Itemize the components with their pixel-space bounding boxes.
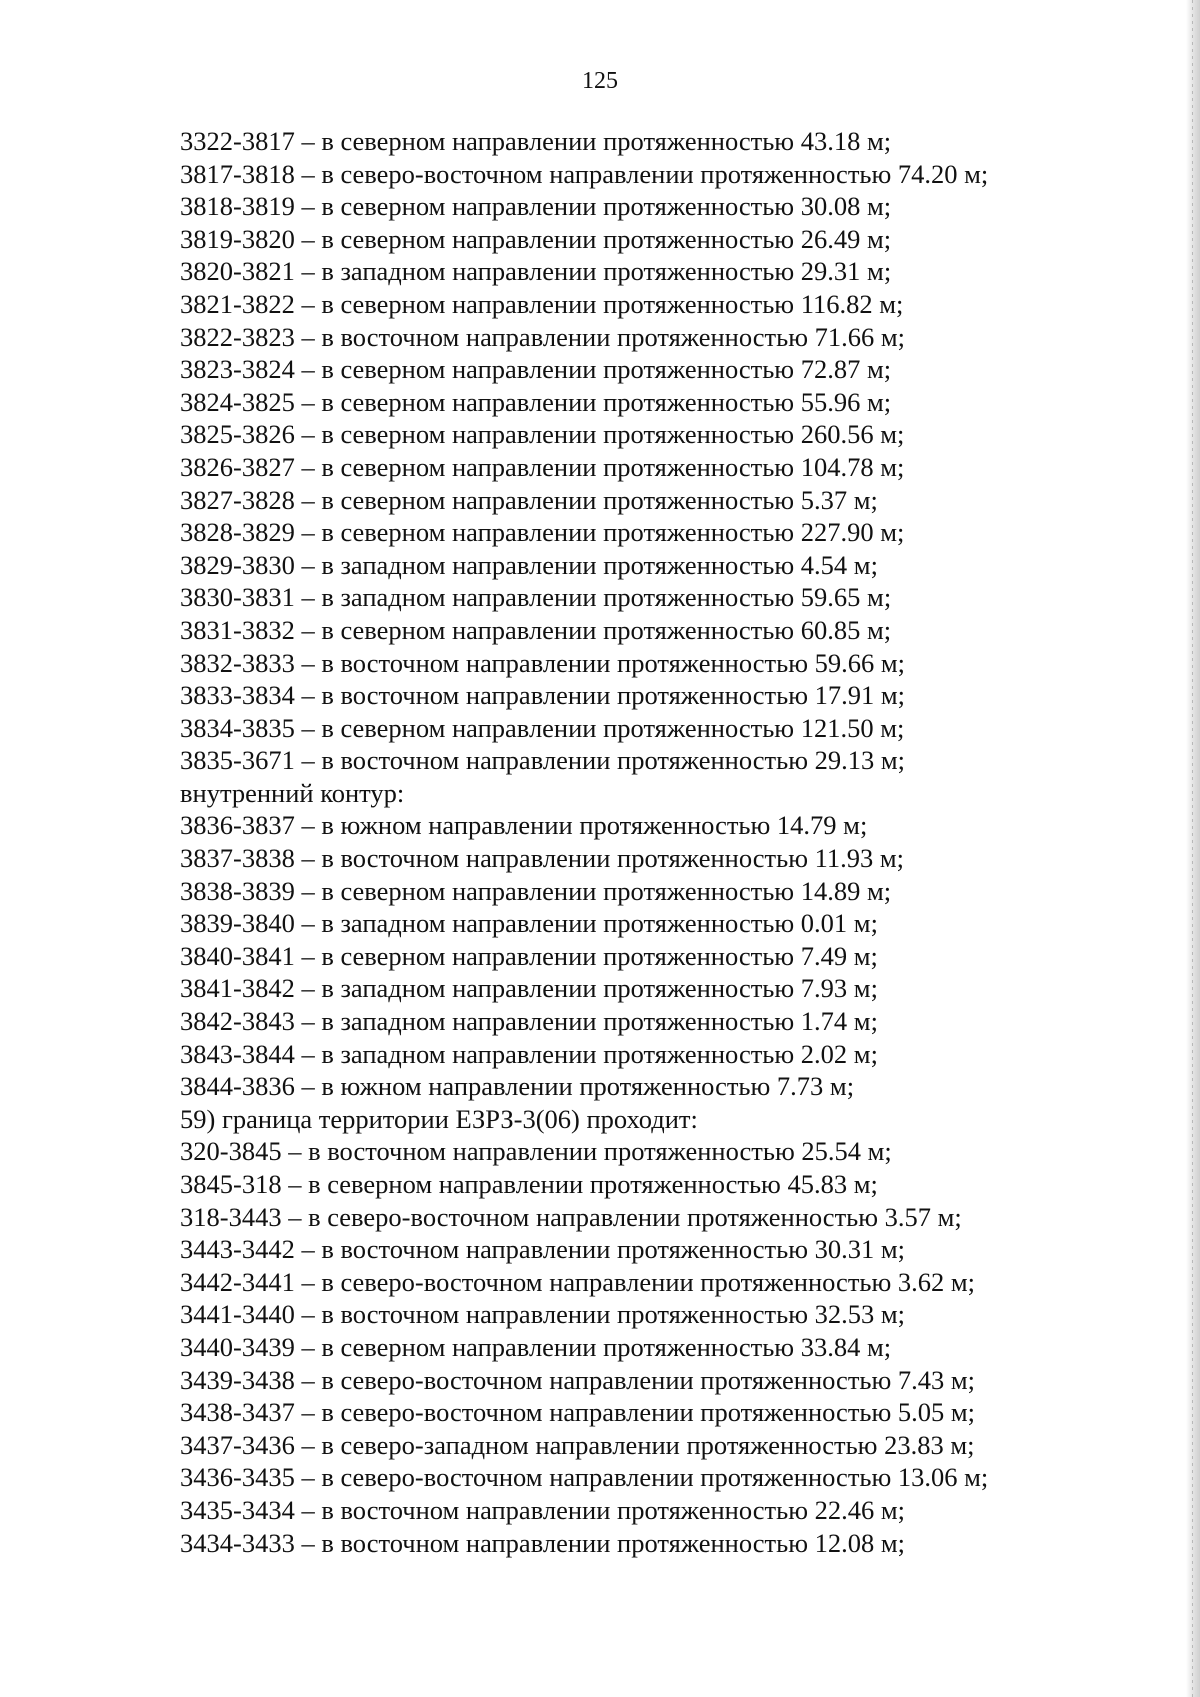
text-line: 3819-3820 – в северном направлении протяженностью 26.49 м; — [180, 223, 892, 254]
text-line: 3822-3823 – в восточном направлении протяженностью 71.66 м; — [180, 321, 905, 352]
text-line: 3828-3829 – в северном направлении протяженностью 227.90 м; — [180, 517, 905, 548]
text-line: 3434-3433 – в восточном направлении протяженностью 12.08 м; — [180, 1527, 905, 1558]
text-line: 3825-3826 – в северном направлении протяженностью 260.56 м; — [180, 419, 905, 450]
text-line: 3827-3828 – в северном направлении протяженностью 5.37 м; — [180, 484, 878, 515]
boundary-description-list — [180, 125, 1120, 1559]
text-line: 3820-3821 – в западном направлении протяженностью 29.31 м; — [180, 256, 892, 287]
text-line: 3435-3434 – в восточном направлении протяженностью 22.46 м; — [180, 1494, 905, 1525]
text-line: 3441-3440 – в восточном направлении протяженностью 32.53 м; — [180, 1299, 905, 1330]
text-line: 3322-3817 – в северном направлении протяженностью 43.18 м; — [180, 126, 892, 156]
text-line: 3839-3840 – в западном направлении протяженностью 0.01 м; — [180, 908, 878, 939]
text-line: внутренний контур: — [180, 777, 405, 808]
text-line: 3436-3435 – в северо-восточном направлении протяженностью 13.06 м; — [180, 1462, 989, 1493]
text-line: 3438-3437 – в северо-восточном направлении протяженностью 5.05 м; — [180, 1397, 976, 1428]
text-line: 3442-3441 – в северо-восточном направлении протяженностью 3.62 м; — [180, 1266, 976, 1297]
text-line: 3829-3830 – в западном направлении протяженностью 4.54 м; — [180, 549, 878, 580]
text-line: 3840-3841 – в северном направлении протяженностью 7.49 м; — [180, 940, 878, 971]
scan-edge-artifact — [1186, 0, 1200, 1697]
text-line: 3439-3438 – в северо-восточном направлении протяженностью 7.43 м; — [180, 1364, 976, 1395]
page-number: 125 — [582, 68, 618, 94]
text-line: 320-3845 – в восточном направлении протяженностью 25.54 м; — [180, 1136, 892, 1167]
text-line: 3821-3822 – в северном направлении протяженностью 116.82 м; — [180, 288, 904, 319]
text-line: 3830-3831 – в западном направлении протяженностью 59.65 м; — [180, 582, 892, 613]
text-line: 3437-3436 – в северо-западном направлении протяженностью 23.83 м; — [180, 1429, 975, 1460]
text-line: 3817-3818 – в северо-восточном направлении протяженностью 74.20 м; — [180, 158, 989, 189]
text-line: 3834-3835 – в северном направлении протяженностью 121.50 м; — [180, 712, 905, 743]
text-line: 3824-3825 – в северном направлении протяженностью 55.96 м; — [180, 386, 892, 417]
text-line: 3823-3824 – в северном направлении протяженностью 72.87 м; — [180, 354, 892, 385]
text-line: 3836-3837 – в южном направлении протяженностью 14.79 м; — [180, 810, 868, 841]
text-line: 59) граница территории ЕЗРЗ-3(06) проходит: — [180, 1103, 698, 1134]
text-line: 3845-318 – в северном направлении протяженностью 45.83 м; — [180, 1169, 878, 1199]
text-line: 3841-3842 – в западном направлении протяженностью 7.93 м; — [180, 973, 878, 1004]
text-line: 3818-3819 – в северном направлении протяженностью 30.08 м; — [180, 191, 892, 222]
text-line: 318-3443 – в северо-восточном направлении протяженностью 3.57 м; — [180, 1201, 962, 1232]
text-line: 3833-3834 – в восточном направлении протяженностью 17.91 м; — [180, 680, 905, 711]
text-line: 3837-3838 – в восточном направлении протяженностью 11.93 м; — [180, 843, 905, 874]
text-line: 3443-3442 – в восточном направлении протяженностью 30.31 м; — [180, 1234, 905, 1265]
text-line: 3831-3832 – в северном направлении протяженностью 60.85 м; — [180, 614, 892, 645]
text-line: 3826-3827 – в северном направлении протяженностью 104.78 м; — [180, 451, 905, 482]
text-line: 3832-3833 – в восточном направлении протяженностью 59.66 м; — [180, 647, 905, 678]
text-line: 3440-3439 – в северном направлении протяженностью 33.84 м; — [180, 1331, 892, 1362]
text-line: 3838-3839 – в северном направлении протяженностью 14.89 м; — [180, 875, 892, 906]
text-line: 3842-3843 – в западном направлении протяженностью 1.74 м; — [180, 1006, 878, 1037]
text-line: 3844-3836 – в южном направлении протяженностью 7.73 м; — [180, 1071, 855, 1102]
text-line: 3835-3671 – в восточном направлении протяженностью 29.13 м; — [180, 745, 905, 776]
text-line: 3843-3844 – в западном направлении протяженностью 2.02 м; — [180, 1038, 878, 1069]
